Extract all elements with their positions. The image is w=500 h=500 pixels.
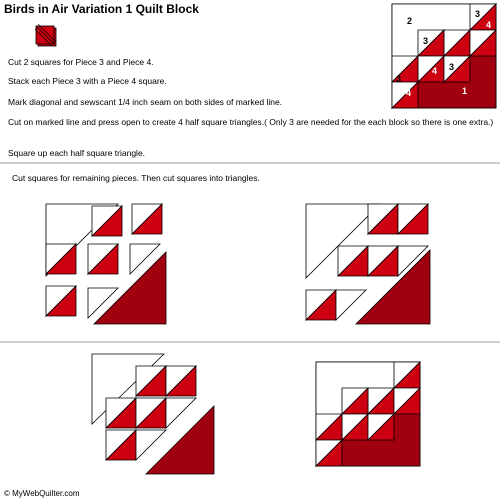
divider-bottom bbox=[0, 341, 500, 343]
completed-block-diagram bbox=[316, 362, 420, 466]
stacked-squares-icon bbox=[36, 24, 60, 48]
label-piece-4-d: 4 bbox=[432, 66, 438, 76]
step-mark-diagonal: Mark diagonal and sewscant 1/4 inch seam on both sides of marked line. bbox=[8, 97, 283, 107]
section-instruction: Cut squares for remaining pieces. Then cut squares into triangles. bbox=[12, 173, 260, 183]
finished-block-diagram bbox=[392, 4, 496, 108]
label-piece-4-c: 4 bbox=[475, 36, 481, 46]
step-stack: Stack each Piece 3 with a Piece 4 square. bbox=[8, 76, 167, 86]
label-piece-3-c: 3 bbox=[449, 62, 455, 72]
label-piece-3-a: 3 bbox=[475, 9, 481, 19]
label-piece-4-b: 4 bbox=[449, 36, 455, 46]
cut-pieces-diagram bbox=[44, 202, 174, 332]
step-cut-press: Cut on marked line and press open to create 4 half square triangles.( Only 3 are needed for the each block so there is one extra.) bbox=[8, 117, 494, 127]
arranged-pieces-diagram bbox=[304, 202, 434, 332]
label-piece-3-d: 3 bbox=[396, 74, 402, 84]
label-piece-2: 2 bbox=[407, 16, 413, 26]
label-piece-4-e: 4 bbox=[406, 88, 412, 98]
step-square-up: Square up each half square triangle. bbox=[8, 148, 146, 158]
label-piece-3-b: 3 bbox=[423, 36, 429, 46]
assembly-diagram bbox=[90, 352, 220, 482]
step-cut-squares: Cut 2 squares for Piece 3 and Piece 4. bbox=[8, 57, 154, 67]
label-piece-1: 1 bbox=[462, 86, 468, 96]
page-title: Birds in Air Variation 1 Quilt Block bbox=[4, 2, 199, 16]
label-piece-4-a: 4 bbox=[486, 20, 492, 30]
copyright-text: © MyWebQuilter.com bbox=[4, 489, 80, 498]
divider-top bbox=[0, 162, 500, 164]
